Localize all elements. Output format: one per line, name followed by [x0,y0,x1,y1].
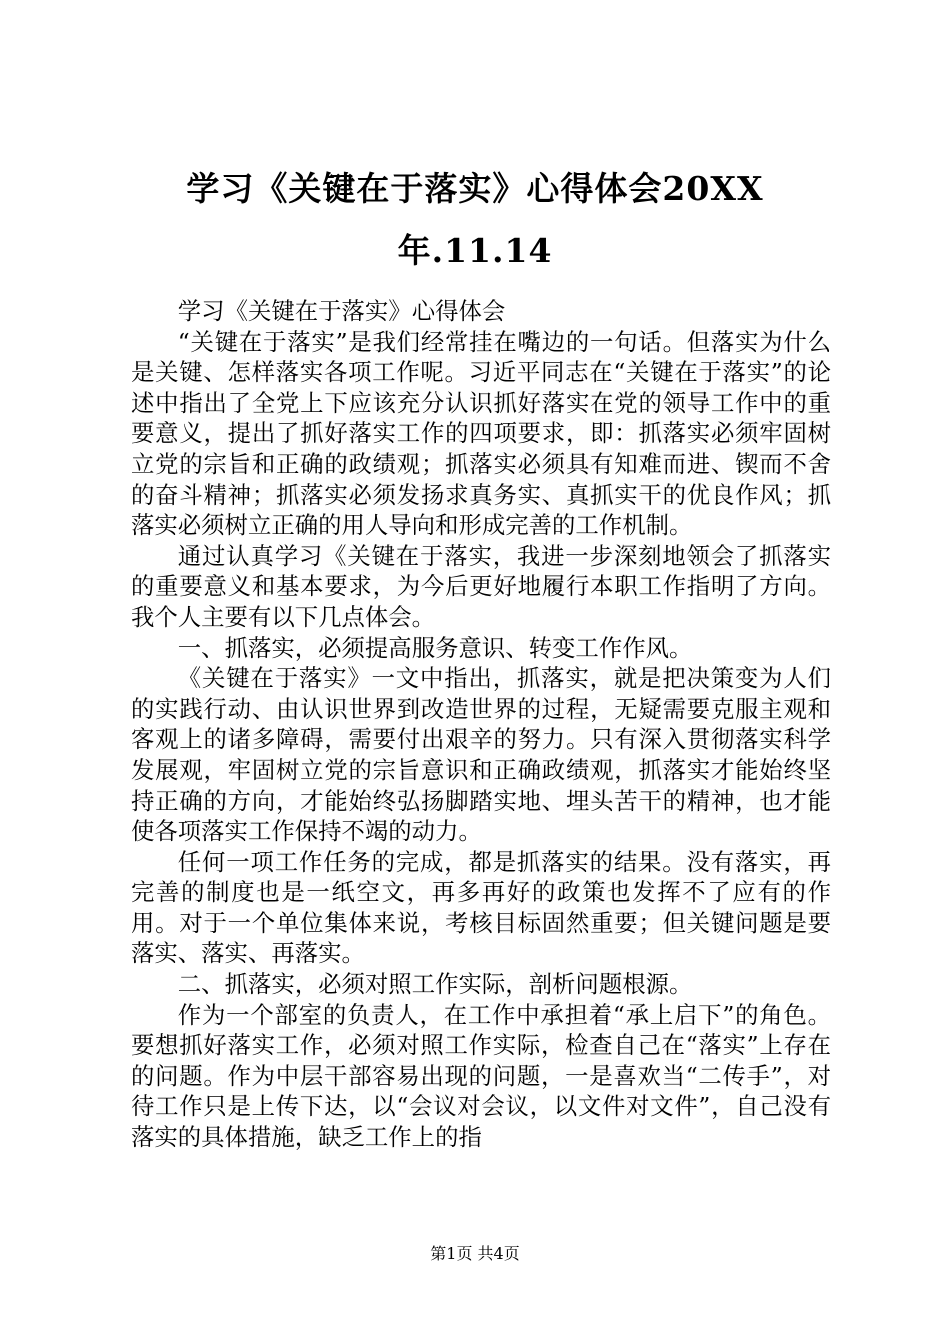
paragraph-subtitle: 学习《关键在于落实》心得体会 [177,297,506,325]
page-footer: 第1页 共4页 [430,1244,520,1263]
section-heading-1: 一、抓落实，必须提高服务意识、转变工作作风。 [177,633,693,662]
document-title: 学习《关键在于落实》心得体会20XX年.11.14 [186,169,764,270]
paragraph: “关键在于落实”是我们经常挂在嘴边的一句话。但落实为什么是关键、怎样落实各项工作呢。习近平同志在“关键在于落实”的论述中指出了全党上下应该充分认识抓好落实在党的领导工作中的重要意义，提出了抓好落实工作的四项要求，即：抓落实必须牢固树立党的宗旨和正确的政绩观；抓落实必须具有知难而进、锲而不舍的奋斗精神；抓落实必须发扬求真务实、真抓实干的优良作风；抓落实必须树立正确的用人导向和形成完善的工作机制。 [131,327,831,540]
paragraph: 任何一项工作任务的完成，都是抓落实的结果。没有落实，再完善的制度也是一纸空文，再多再好的政策也发挥不了应有的作用。对于一个单位集体来说，考核目标固然重要；但关键问题是要落实、落实、再落实。 [131,847,831,968]
document-body [131,296,831,1153]
paragraph: 作为一个部室的负责人，在工作中承担着“承上启下”的角色。要想抓好落实工作，必须对照工作实际，检查自己在“落实”上存在的问题。作为中层干部容易出现的问题，一是喜欢当“二传手”，对待工作只是上传下达，以“会议对会议，以文件对文件”，自己没有落实的具体措施，缺乏工作上的指 [131,1000,831,1152]
section-heading-2: 二、抓落实，必须对照工作实际，剖析问题根源。 [177,970,693,999]
paragraph: 《关键在于落实》一文中指出，抓落实，就是把决策变为人们的实践行动、由认识世界到改造世界的过程，无疑需要克服主观和客观上的诸多障碍，需要付出艰辛的努力。只有深入贯彻落实科学发展观，牢固树立党的宗旨意识和正确政绩观，抓落实才能始终坚持正确的方向，才能始终弘扬脚踏实地、埋头苦干的精神，也才能使各项落实工作保持不竭的动力。 [131,664,831,846]
paragraph: 通过认真学习《关键在于落实，我进一步深刻地领会了抓落实的重要意义和基本要求，为今后更好地履行本职工作指明了方向。我个人主要有以下几点体会。 [131,541,831,631]
